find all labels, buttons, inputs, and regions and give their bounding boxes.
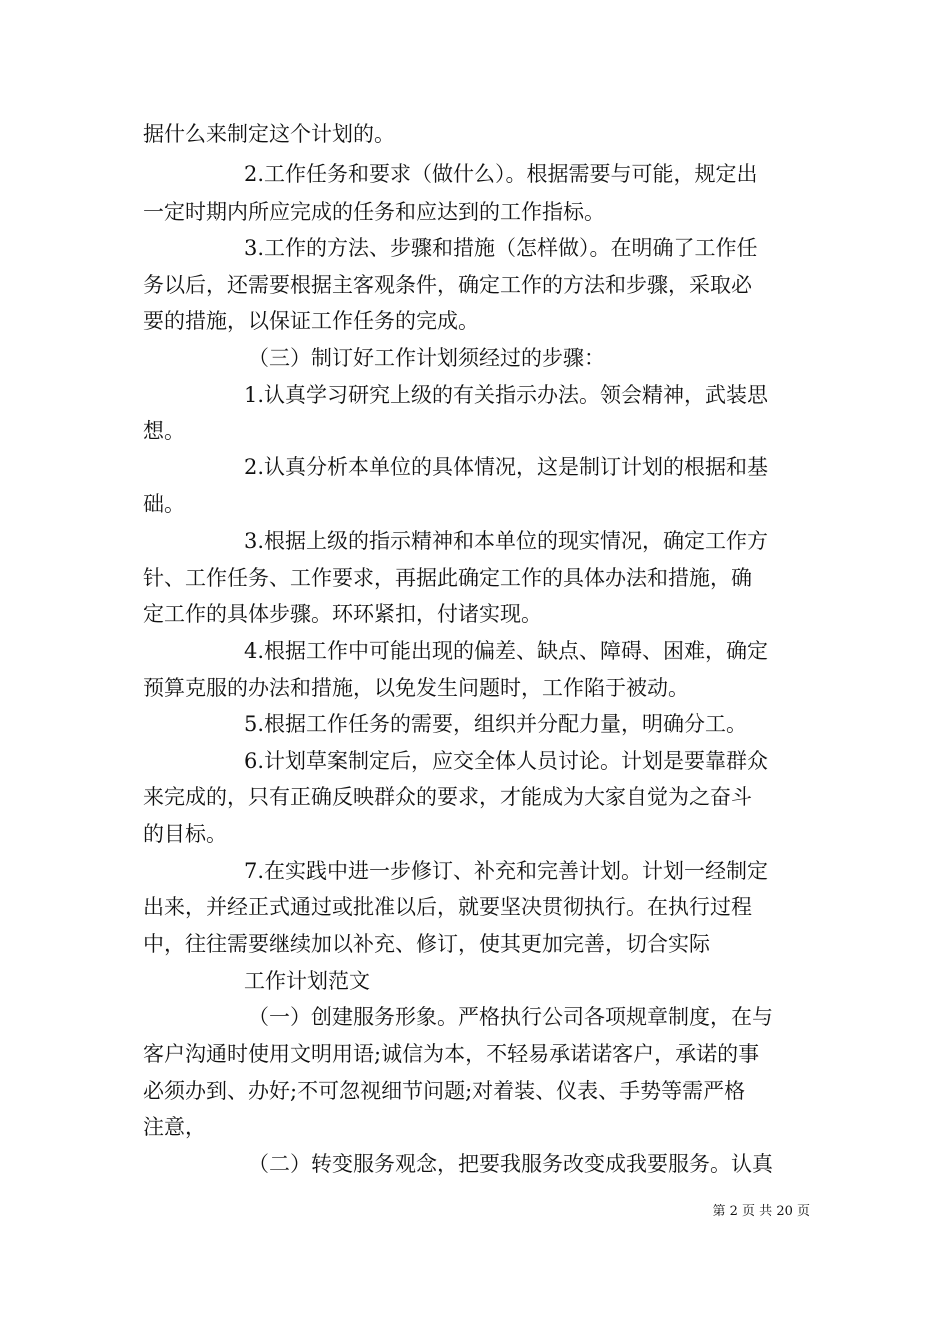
- text-line: 来完成的，只有正确反映群众的要求，才能成为大家自觉为之奋斗: [143, 785, 752, 809]
- text-line: （一）创建服务形象。严格执行公司各项规章制度，在与: [248, 1005, 773, 1029]
- text-line: 6.计划草案制定后，应交全体人员讨论。计划是要靠群众: [244, 749, 769, 773]
- text-line: 2.工作任务和要求（做什么）。根据需要与可能，规定出: [244, 162, 758, 186]
- text-line: 定工作的具体步骤。环环紧扣，付诸实现。: [143, 602, 542, 626]
- text-line: 4.根据工作中可能出现的偏差、缺点、障碍、困难，确定: [244, 639, 769, 663]
- text-line: 5.根据工作任务的需要，组织并分配力量，明确分工。: [244, 712, 748, 736]
- text-line: 3.根据上级的指示精神和本单位的现实情况，确定工作方: [244, 529, 769, 553]
- page-number: 第 2 页 共 20 页: [712, 1204, 810, 1219]
- text-line: 务以后，还需要根据主客观条件，确定工作的方法和步骤，采取必: [143, 273, 752, 297]
- text-line: 础。: [143, 492, 185, 516]
- text-line: 必须办到、办好;不可忽视细节问题;对着装、仪表、手势等需严格: [143, 1079, 746, 1103]
- text-line: 一定时期内所应完成的任务和应达到的工作指标。: [143, 200, 605, 224]
- text-line: （二）转变服务观念，把要我服务改变成我要服务。认真: [248, 1152, 773, 1176]
- text-line: 客户沟通时使用文明用语;诚信为本，不轻易承诺诺客户，承诺的事: [143, 1042, 760, 1066]
- text-line: 的目标。: [143, 822, 227, 846]
- text-line: 据什么来制定这个计划的。: [143, 122, 395, 146]
- text-line: 7.在实践中进一步修订、补充和完善计划。计划一经制定: [244, 859, 769, 883]
- text-line: 2.认真分析本单位的具体情况，这是制订计划的根据和基: [244, 455, 769, 479]
- text-line: 中，往往需要继续加以补充、修订，使其更加完善，切合实际: [143, 932, 710, 956]
- section-heading: （三）制订好工作计划须经过的步骤：: [248, 346, 605, 370]
- text-line: 预算克服的办法和措施，以免发生问题时，工作陷于被动。: [143, 676, 689, 700]
- text-line: 要的措施，以保证工作任务的完成。: [143, 309, 479, 333]
- text-line: 3.工作的方法、步骤和措施（怎样做）。在明确了工作任: [244, 236, 758, 260]
- text-line: 注意，: [143, 1115, 206, 1139]
- text-line: 想。: [143, 419, 185, 443]
- text-line: 针、工作任务、工作要求，再据此确定工作的具体办法和措施，确: [143, 566, 752, 590]
- text-line: 1.认真学习研究上级的有关指示办法。领会精神，武装思: [244, 383, 769, 407]
- section-heading: 工作计划范文: [244, 969, 370, 993]
- text-line: 出来，并经正式通过或批准以后，就要坚决贯彻执行。在执行过程: [143, 895, 752, 919]
